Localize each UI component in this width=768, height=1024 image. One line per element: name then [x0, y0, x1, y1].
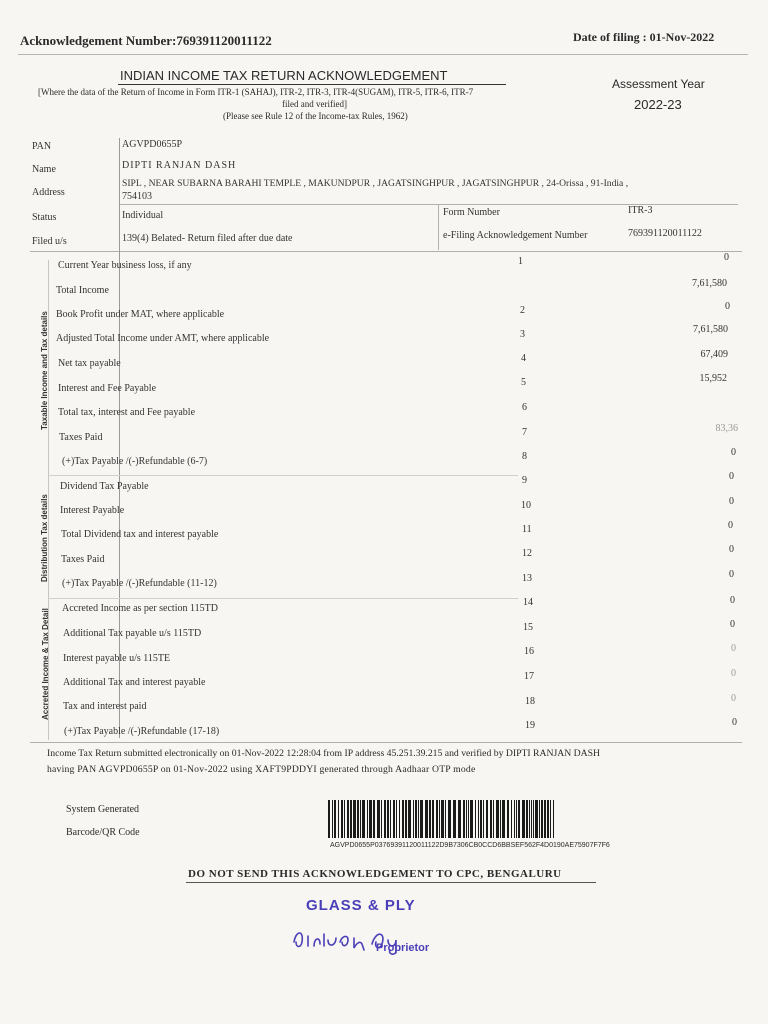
- row-value: 0: [725, 301, 730, 312]
- row-value: 0: [729, 544, 734, 555]
- row-label: Dividend Tax Payable: [60, 481, 149, 492]
- footer-underline: [186, 882, 596, 883]
- row-label: Taxes Paid: [59, 432, 103, 443]
- row-number: 10: [521, 500, 531, 511]
- pan-label: PAN: [32, 141, 52, 152]
- section-divider-2: [48, 598, 518, 599]
- row-label: Net tax payable: [58, 358, 121, 369]
- row-number: 6: [522, 402, 527, 413]
- page-title: INDIAN INCOME TAX RETURN ACKNOWLEDGEMENT: [120, 68, 448, 83]
- title-subline-2: filed and verified]: [282, 99, 347, 109]
- stamp-role: Proprietor: [376, 942, 430, 954]
- section-distribution-label: Distribution Tax details: [40, 494, 49, 582]
- row-number: 3: [520, 329, 525, 340]
- row-number: 16: [524, 646, 534, 657]
- row-value: 0: [732, 717, 737, 728]
- row-label: Total tax, interest and Fee payable: [58, 407, 196, 418]
- address-line-1: SIPL , NEAR SUBARNA BARAHI TEMPLE , MAKUNDPUR , JAGATSINGHPUR , JAGATSINGHPUR , 24-Orissa , 91-India ,: [122, 178, 629, 189]
- status-value: Individual: [122, 210, 164, 221]
- row-number: 4: [521, 353, 526, 364]
- ack-number: Acknowledgement Number:769391120011122: [20, 33, 272, 48]
- pan-value: AGVPD0655P: [122, 139, 183, 150]
- row-number: 14: [523, 597, 533, 608]
- row-label: Tax and interest paid: [63, 701, 147, 712]
- table-bottom-divider: [30, 742, 742, 743]
- efiling-ack-value: 769391120011122: [628, 228, 702, 239]
- row-value: 0: [730, 595, 735, 606]
- row-label: Total Dividend tax and interest payable: [61, 529, 219, 540]
- section-taxable-label: Taxable Income and Tax details: [40, 311, 49, 430]
- row-number: 5: [521, 377, 526, 388]
- status-label: Status: [32, 212, 57, 223]
- info-column-divider: [438, 204, 439, 250]
- row-label: (+)Tax Payable /(-)Refundable (6-7): [62, 456, 208, 467]
- section-divider-1: [48, 475, 518, 476]
- row-value: 0: [729, 569, 734, 580]
- row-label: Interest payable u/s 115TE: [63, 653, 171, 664]
- row-number: 13: [522, 573, 532, 584]
- row-label: Current Year business loss, if any: [58, 260, 192, 271]
- header-divider: [18, 54, 748, 55]
- row-number: 19: [525, 720, 535, 731]
- row-value: 0: [729, 471, 734, 482]
- verification-line-1: Income Tax Return submitted electronically on 01-Nov-2022 12:28:04 from IP address 45.251.39.215 and verified by DIPTI RANJAN DASH: [47, 748, 601, 759]
- row-number: 1: [518, 256, 523, 267]
- address-label: Address: [32, 187, 65, 198]
- row-number: 2: [520, 305, 525, 316]
- title-subline-1: [Where the data of the Return of Income in Form ITR-1 (SAHAJ), ITR-2, ITR-3, ITR-4(SUGAM), ITR-5, ITR-6, ITR-7: [38, 87, 474, 97]
- row-value: 0: [724, 252, 729, 263]
- filing-date: Date of filing : 01-Nov-2022: [573, 30, 715, 44]
- row-label: Taxes Paid: [61, 554, 105, 565]
- name-label: Name: [32, 164, 56, 175]
- info-bottom-divider: [30, 251, 742, 252]
- main-column-divider: [119, 138, 120, 738]
- name-value: DIPTI RANJAN DASH: [122, 160, 237, 171]
- row-value: 7,61,580: [692, 278, 727, 289]
- row-value: 83,36: [715, 423, 738, 434]
- row-label: (+)Tax Payable /(-)Refundable (11-12): [62, 578, 217, 589]
- row-number: 12: [522, 548, 532, 559]
- row-value: 15,952: [699, 373, 727, 384]
- row-label: Interest Payable: [60, 505, 125, 516]
- barcode-image: [328, 800, 554, 838]
- efiling-ack-label: e-Filing Acknowledgement Number: [443, 230, 588, 241]
- section-accreted-label: Accreted Income & Tax Detail: [41, 608, 50, 720]
- row-value: 7,61,580: [693, 324, 728, 335]
- row-label: Additional Tax and interest payable: [63, 677, 206, 688]
- row-value: 67,409: [700, 349, 728, 360]
- row-number: 7: [522, 427, 527, 438]
- row-value: 0: [728, 520, 733, 531]
- title-underline: [118, 84, 506, 85]
- barcode-label-1: System Generated: [66, 804, 140, 815]
- verification-line-2: having PAN AGVPD0655P on 01-Nov-2022 using XAFT9PDDYI generated through Aadhaar OTP mode: [47, 764, 476, 775]
- row-label: Book Profit under MAT, where applicable: [56, 309, 225, 320]
- row-value: 0: [731, 668, 736, 679]
- row-value: 0: [730, 619, 735, 630]
- row-value: 0: [731, 447, 736, 458]
- row-value: 0: [731, 693, 736, 704]
- address-line-2: 754103: [122, 191, 152, 202]
- assessment-year-label: Assessment Year: [612, 77, 705, 91]
- row-number: 8: [522, 451, 527, 462]
- form-number-value: ITR-3: [628, 205, 653, 216]
- barcode-label-2: Barcode/QR Code: [66, 827, 140, 838]
- filed-under-label: Filed u/s: [32, 236, 67, 247]
- row-label: Adjusted Total Income under AMT, where applicable: [56, 333, 270, 344]
- row-label: Additional Tax payable u/s 115TD: [63, 628, 202, 639]
- row-label: (+)Tax Payable /(-)Refundable (17-18): [64, 726, 220, 737]
- stamp-company: GLASS & PLY: [306, 897, 416, 914]
- form-number-label: Form Number: [443, 207, 500, 218]
- row-value: 0: [729, 496, 734, 507]
- filed-under-value: 139(4) Belated- Return filed after due date: [122, 233, 293, 244]
- row-label: Accreted Income as per section 115TD: [62, 603, 218, 614]
- assessment-year-value: 2022-23: [634, 97, 682, 112]
- row-number: 17: [524, 671, 534, 682]
- row-number: 15: [523, 622, 533, 633]
- row-value: 0: [731, 643, 736, 654]
- footer-notice: DO NOT SEND THIS ACKNOWLEDGEMENT TO CPC, BENGALURU: [188, 868, 562, 880]
- row-number: 9: [522, 475, 527, 486]
- title-subline-3: (Please see Rule 12 of the Income-tax Rules, 1962): [223, 111, 408, 121]
- row-label: Interest and Fee Payable: [58, 383, 157, 394]
- row-number: 18: [525, 696, 535, 707]
- row-label: Total Income: [56, 285, 109, 296]
- barcode-text: AGVPD0655P03769391120011122D9B7306CB0CCD6BBSEF562F4D0190AE75907F7F6: [330, 842, 610, 849]
- row-number: 11: [522, 524, 532, 535]
